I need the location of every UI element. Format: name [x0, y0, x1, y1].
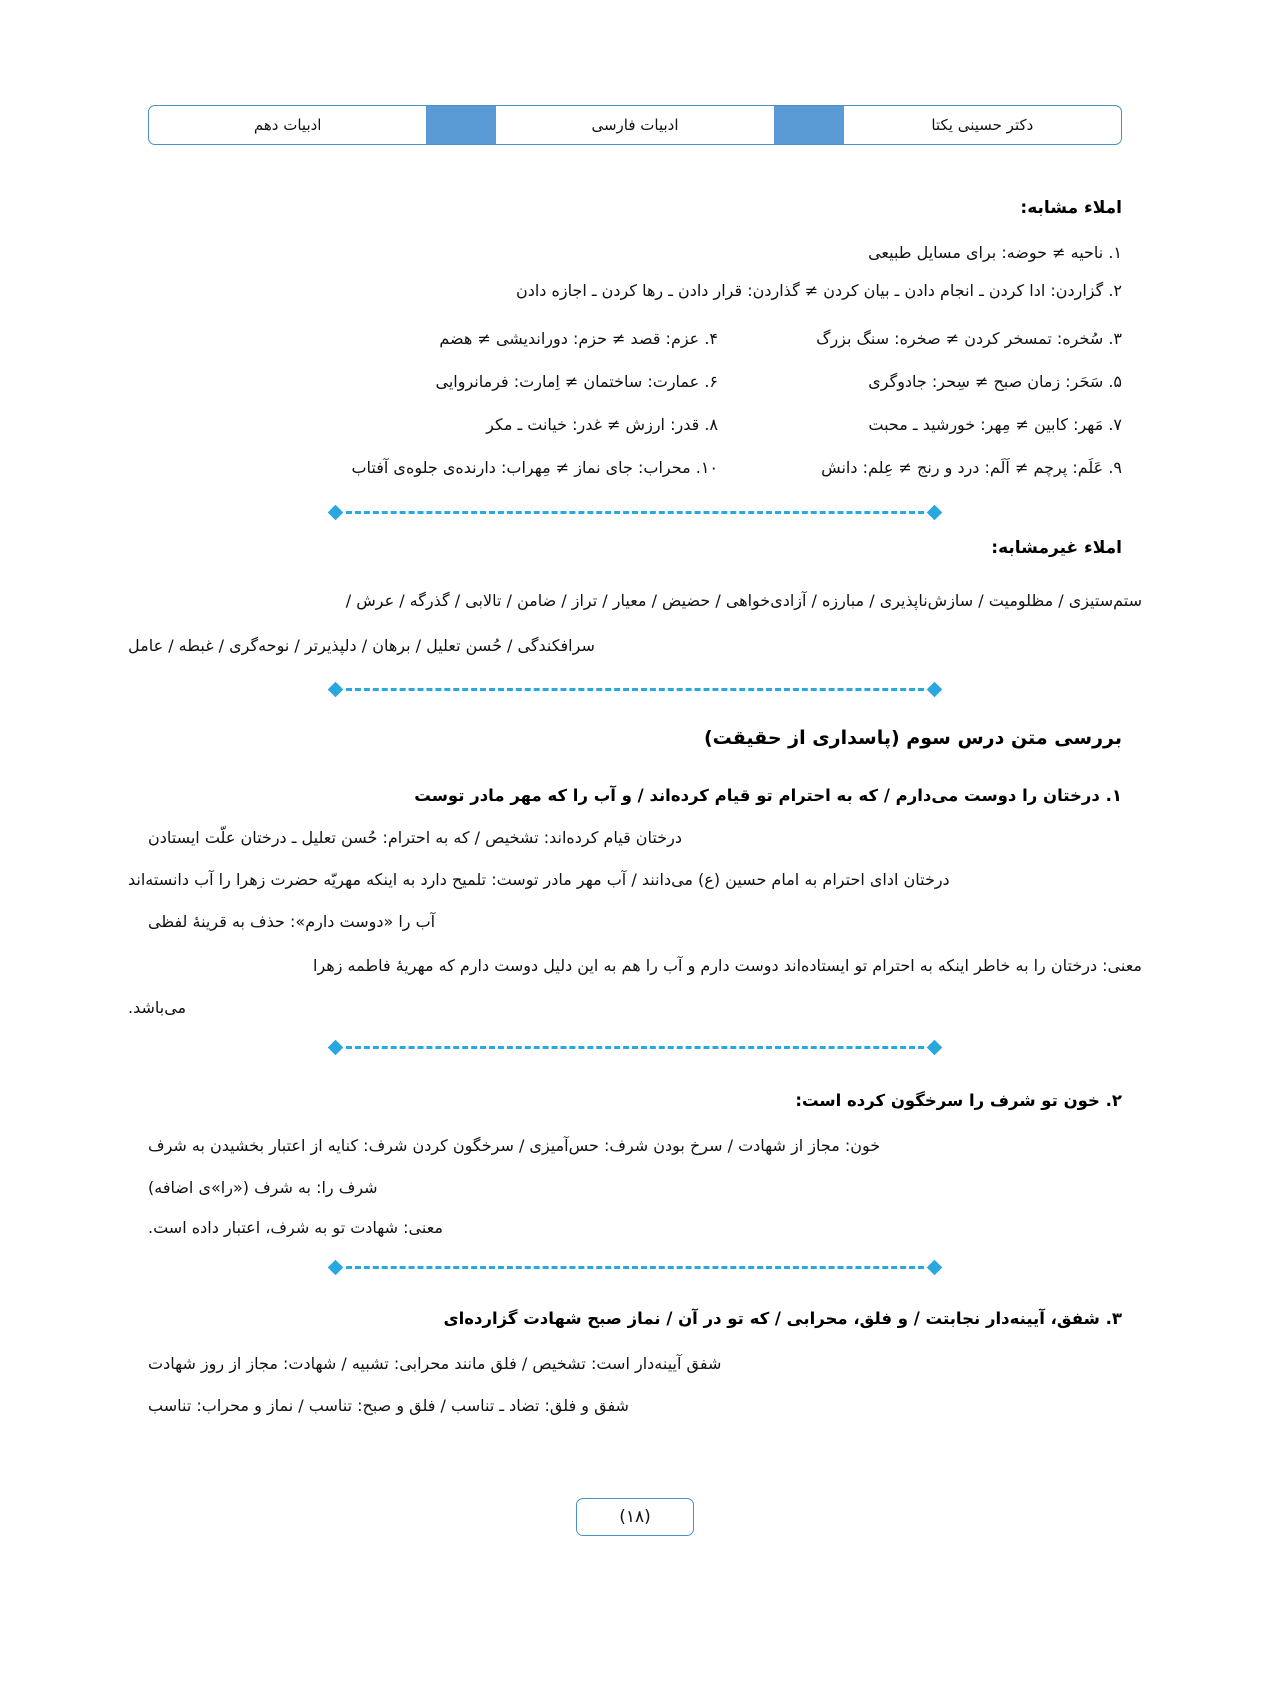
lesson-item-3-verse: ۳. شفق، آیینه‌دار نجابتت / و فلق، محرابی / که تو در آن / نماز صبح شهادت گزارده‌ای	[443, 1309, 1122, 1328]
dashed-rule	[346, 511, 924, 514]
header-cell-subject: ادبیات فارسی	[591, 116, 679, 134]
diamond-icon	[328, 1259, 344, 1275]
diamond-icon	[927, 504, 943, 520]
dashed-rule	[346, 1046, 924, 1049]
emla-moshabeh-item-4: ۴. عزم: قصد ≠ حزم: دوراندیشی ≠ هضم	[439, 329, 718, 348]
emla-moshabeh-item-2: ۲. گزاردن: ادا کردن ـ انجام دادن ـ بیان کردن ≠ گذاردن: قرار دادن ـ رها کردن ـ اجازه دادن	[515, 281, 1122, 300]
header-cell-grade: ادبیات دهم	[253, 116, 322, 134]
section-title-emla-moshabeh: املاء مشابه:	[1020, 198, 1122, 218]
section-divider	[330, 1260, 940, 1274]
header-separator-block	[774, 106, 844, 144]
lesson-item-2-note-1: خون: مجاز از شهادت / سرخ بودن شرف: حس‌آمیزی / سرخگون کردن شرف: کنایه از اعتبار بخشیدن به شرف	[148, 1136, 881, 1155]
diamond-icon	[328, 1039, 344, 1055]
emla-moshabeh-item-6: ۶. عمارت: ساختمان ≠ اِمارت: فرمانروایی	[435, 372, 718, 391]
emla-gheyr-moshabeh-line-1: ستم‌ستیزی / مظلومیت / سازش‌ناپذیری / مبارزه / آزادی‌خواهی / حضیض / معیار / تراز / ضامن / تالابی / گذرگه / عرش /	[345, 591, 1142, 610]
document-header-bar	[148, 105, 1122, 145]
page-number-badge: (۱۸)	[576, 1498, 694, 1536]
emla-moshabeh-item-9: ۹. عَلَم: پرچم ≠ اَلَم: درد و رنج ≠ عِلم: دانش	[821, 458, 1122, 477]
lesson-item-1-note-1: درختان قیام کرده‌اند: تشخیص / که به احترام: حُسن تعلیل ـ درختان علّت ایستادن	[148, 828, 682, 847]
diamond-icon	[927, 681, 943, 697]
lesson-item-3-note-1: شفق آیینه‌دار است: تشخیص / فلق مانند محرابی: تشبیه / شهادت: مجاز از روز شهادت	[148, 1354, 722, 1373]
emla-moshabeh-item-10: ۱۰. محراب: جای نماز ≠ مِهراب: دارنده‌ی جلوه‌ی آفتاب	[351, 458, 718, 477]
section-title-emla-gheyr-moshabeh: املاء غیرمشابه:	[991, 538, 1122, 558]
lesson-item-3-note-2: شفق و فلق: تضاد ـ تناسب / فلق و صبح: تناسب / نماز و محراب: تناسب	[148, 1396, 629, 1415]
lesson-title: بررسی متن درس سوم (پاسداری از حقیقت)	[703, 727, 1122, 749]
lesson-item-1-meaning-continued: می‌باشد.	[128, 998, 187, 1017]
diamond-icon	[328, 504, 344, 520]
section-divider	[330, 682, 940, 696]
diamond-icon	[927, 1039, 943, 1055]
header-cell-author: دکتر حسینی یکتا	[931, 116, 1034, 134]
section-divider	[330, 1040, 940, 1054]
lesson-item-1-note-3: آب را «دوست دارم»: حذف به قرینهٔ لفظی	[148, 912, 436, 931]
diamond-icon	[927, 1259, 943, 1275]
lesson-item-2-meaning: معنی: شهادت تو به شرف، اعتبار داده است.	[148, 1218, 443, 1237]
header-separator-block	[426, 106, 496, 144]
lesson-item-2-note-2: شرف را: به شرف («را»ی اضافه)	[148, 1178, 378, 1197]
dashed-rule	[346, 1266, 924, 1269]
emla-moshabeh-item-1: ۱. ناحیه ≠ حوضه: برای مسایل طبیعی	[868, 243, 1122, 262]
emla-moshabeh-item-7: ۷. مَهر: کابین ≠ مِهر: خورشید ـ محبت	[868, 415, 1122, 434]
emla-gheyr-moshabeh-line-2: سرافکندگی / حُسن تعلیل / برهان / دلپذیرتر / نوحه‌گری / غبطه / عامل	[128, 636, 595, 655]
lesson-item-1-verse: ۱. درختان را دوست می‌دارم / که به احترام تو قیام کرده‌اند / و آب را که مهر مادر توست	[414, 786, 1122, 805]
emla-moshabeh-item-5: ۵. سَحَر: زمان صبح ≠ سِحر: جادوگری	[868, 372, 1122, 391]
diamond-icon	[328, 681, 344, 697]
emla-moshabeh-item-3: ۳. سُخره: تمسخر کردن ≠ صخره: سنگ بزرگ	[816, 329, 1122, 348]
lesson-item-1-meaning: معنی: درختان را به خاطر اینکه به احترام تو ایستاده‌اند دوست دارم و آب را هم به این دلیل دوست دارم که مهریهٔ فاطمه زهرا	[313, 956, 1142, 975]
lesson-item-2-verse: ۲. خون تو شرف را سرخگون کرده است:	[795, 1091, 1122, 1110]
lesson-item-1-note-2: درختان ادای احترام به امام حسین (ع) می‌دانند / آب مهر مادر توست: تلمیح دارد به اینکه مهریّه حضرت زهرا را آب دانسته‌اند	[128, 870, 950, 889]
dashed-rule	[346, 688, 924, 691]
emla-moshabeh-item-8: ۸. قدر: ارزش ≠ غدر: خیانت ـ مکر	[486, 415, 718, 434]
section-divider	[330, 505, 940, 519]
